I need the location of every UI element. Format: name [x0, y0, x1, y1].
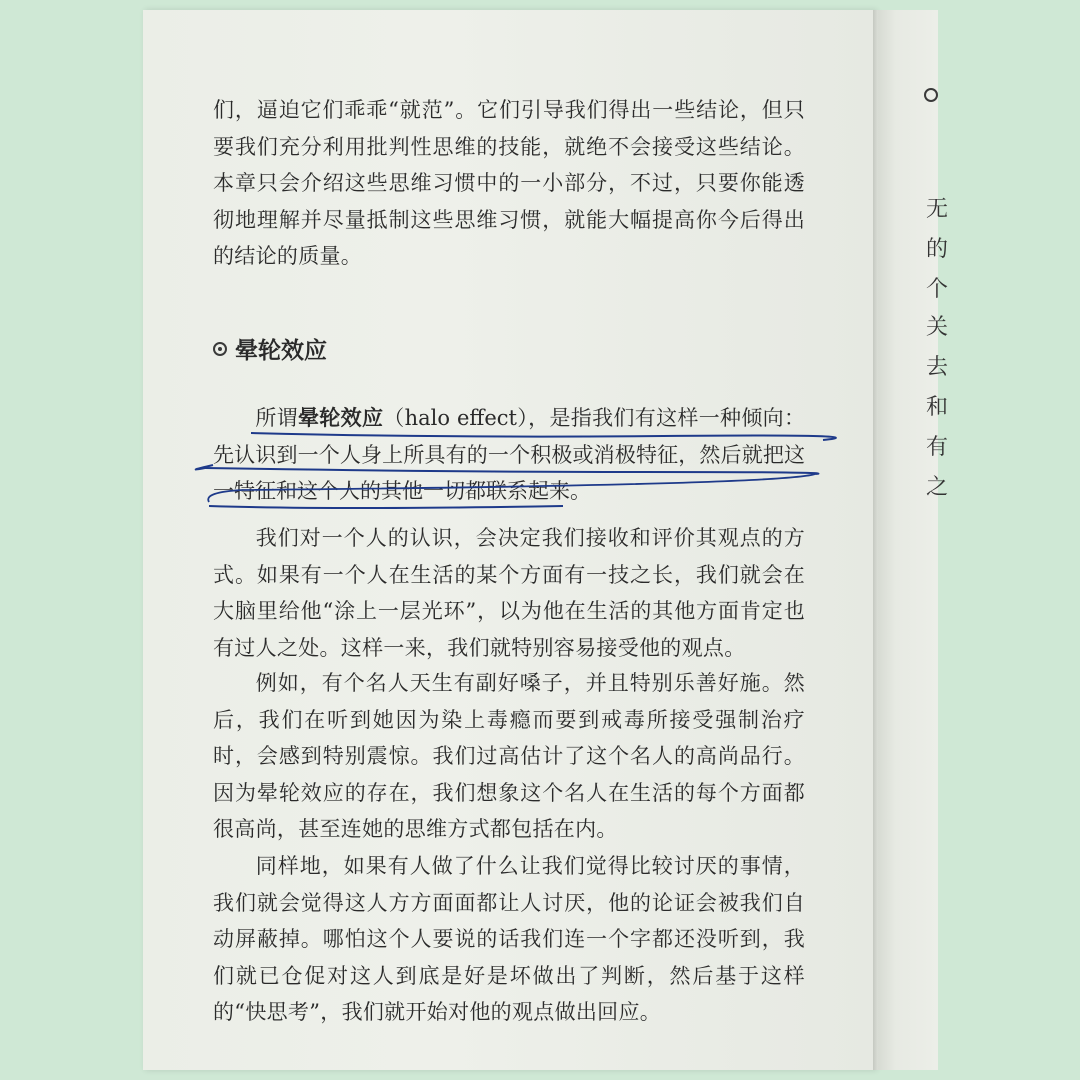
paragraph-example	[213, 665, 805, 848]
section-bullet-icon	[213, 342, 227, 356]
underline-1-cont	[196, 465, 213, 469]
next-page-glyph: 关	[926, 315, 949, 340]
next-page-glyph: 无	[926, 197, 949, 222]
next-page-glyph: 个	[926, 277, 949, 302]
next-page-glyph: 有	[926, 435, 949, 460]
next-page-glyph: 去	[926, 355, 949, 380]
book-page	[143, 10, 875, 1070]
paragraph-intro: 们，逼迫它们乖乖“就范”。它们引导我们得出一些结论，但只要我们充分利用批判性思维的技能，就绝不会接受这些结论。本章只会介绍这些思维习惯中的一小部分，不过，只要你能透彻地理解并尽量抵制这些思维习惯，就能大幅提高你今后得出的结论的质量。	[213, 98, 805, 268]
definition-paragraph	[213, 400, 805, 510]
definition-rest: （halo effect），是指我们有这样一种倾向：先认识到一个人身上所具有的一个积极或消极特征，然后就把这一特征和这个人的其他一切都联系起来。	[213, 406, 806, 503]
paragraph-negative-case	[213, 848, 805, 1031]
next-page-bullet-icon	[924, 88, 938, 102]
next-page-glyph: 和	[926, 395, 949, 420]
paragraph-negative-case-text: 同样地，如果有人做了什么让我们觉得比较讨厌的事情，我们就会觉得这人方方面面都让人讨厌，他的论证会被我们自动屏蔽掉。哪怕这个人要说的话我们连一个字都还没听到，我们就已仓促对这人到底是好是坏做出了判断，然后基于这样的“快思考”，我们就开始对他的观点做出回应。	[213, 854, 805, 1024]
paragraph-example-text: 例如，有个名人天生有副好嗓子，并且特别乐善好施。然后，我们在听到她因为染上毒瘾而要到戒毒所接受强制治疗时，会感到特别震惊。我们过高估计了这个名人的高尚品行。因为晕轮效应的存在，我们想象这个名人在生活的每个方面都很高尚，甚至连她的思维方式都包括在内。	[213, 671, 805, 841]
next-page-edge	[878, 10, 949, 1070]
paragraph-halo-explanation-text: 我们对一个人的认识，会决定我们接收和评价其观点的方式。如果有一个人在生活的某个方面有一技之长，我们就会在大脑里给他“涂上一层光环”，以为他在生活的其他方面肯定也有过人之处。这样一来，我们就特别容易接受他的观点。	[213, 526, 805, 660]
next-page-glyph: 之	[926, 475, 949, 500]
next-page-glyph: 的	[926, 237, 949, 262]
section-heading	[213, 332, 327, 365]
section-heading-text: 晕轮效应	[235, 337, 327, 364]
definition-term: 晕轮效应	[297, 405, 384, 430]
paragraph-halo-explanation	[213, 520, 805, 666]
definition-lead: 所谓	[255, 406, 298, 430]
